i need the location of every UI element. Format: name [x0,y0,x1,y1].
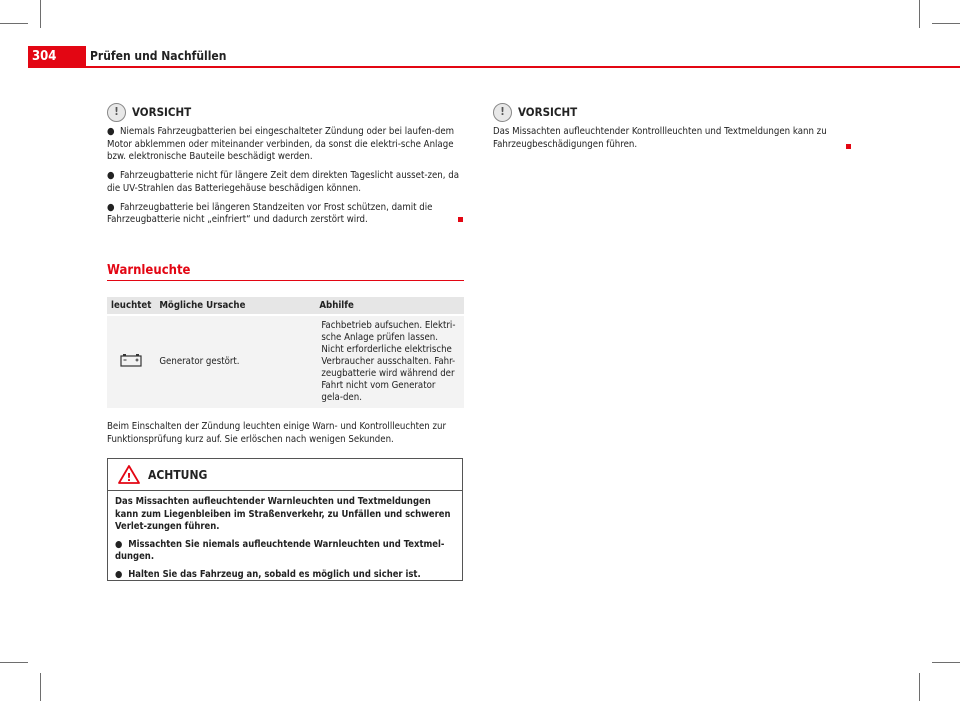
list-item: ● Niemals Fahrzeugbatterien bei eingeschalteter Zündung oder bei laufen-dem Motor abklemmen oder miteinander verbinden, da sonst die elektri-sche Anlage bzw. elektronische Bauteile beschädigt werden. [107,126,455,163]
section-heading: Warnleuchte [107,263,191,278]
body-text: Beim Einschalten der Zündung leuchten einige Warn- und Kontrollleuchten zur Funktionsprüfung kurz auf. Sie erlöschen nach wenigen Sekunden. [107,421,447,445]
svg-text:!: ! [126,471,132,484]
list-item: ● Fahrzeugbatterie bei längeren Standzeiten vor Frost schützen, damit die Fahrzeugbatterie nicht „einfriert“ und dadurch zerstört wird. [107,201,433,226]
crop-mark [932,23,960,24]
page-title: Prüfen und Nachfüllen [90,49,227,63]
vorsicht-left-title: VORSICHT [132,105,192,120]
section-end-marker [458,217,463,222]
list-item: ● Fahrzeugbatterie nicht für längere Zeit dem direkten Tageslicht ausset-zen, da die UV-Strahlen das Batteriegehäuse beschädigen können. [107,170,460,194]
achtung-body [108,491,462,591]
table-cell [107,316,155,408]
paragraph [107,421,464,452]
crop-mark [0,23,28,24]
vorsicht-right-block [493,103,848,157]
exclamation-icon: ! [107,103,126,122]
vorsicht-left-heading [107,103,464,122]
warning-light-table [107,295,464,410]
table-header: Abhilfe [315,297,464,314]
exclamation-icon: ! [493,103,512,122]
table-header-row [107,297,464,314]
crop-mark [0,662,28,663]
battery-icon [120,353,142,367]
section-end-marker [846,144,851,149]
list-item: ● Halten Sie das Fahrzeug an, sobald es möglich und sicher ist. [115,568,421,580]
achtung-title: ACHTUNG [148,467,208,482]
crop-mark [40,673,41,701]
crop-mark [919,0,920,28]
crop-mark [932,662,960,663]
table-cell: Fachbetrieb aufsuchen. Elektri-sche Anlage prüfen lassen. Nicht erforderliche elektrische Verbraucher ausschalten. Fahr-zeugbatterie wird während der Fahrt nicht vom Generator gela-den. [315,316,464,408]
section-rule [107,280,464,281]
warning-triangle-icon [118,465,140,484]
table-header: leuchtet [107,297,155,314]
vorsicht-right-heading [493,103,848,122]
table-header: Mögliche Ursache [155,297,315,314]
vorsicht-left-block [107,103,464,233]
header-rule [86,66,960,68]
vorsicht-right-title: VORSICHT [518,105,578,120]
achtung-heading [108,459,462,491]
achtung-box [107,458,463,581]
body-text: Das Missachten aufleuchtender Kontrollleuchten und Textmeldungen kann zu Fahrzeugbeschädigungen führen. [493,126,827,150]
table-cell: Generator gestört. [155,316,315,408]
page-number: 304 [28,46,86,68]
achtung-intro: Das Missachten aufleuchtender Warnleuchten und Textmeldungen kann zum Liegenbleiben im Straßenverkehr, zu Unfällen und schweren Verlet-zungen führen. [115,496,451,532]
table-row [107,316,464,408]
crop-mark [40,0,41,28]
crop-mark [919,673,920,701]
list-item: ● Missachten Sie niemals aufleuchtende Warnleuchten und Textmel-dungen. [115,538,445,562]
